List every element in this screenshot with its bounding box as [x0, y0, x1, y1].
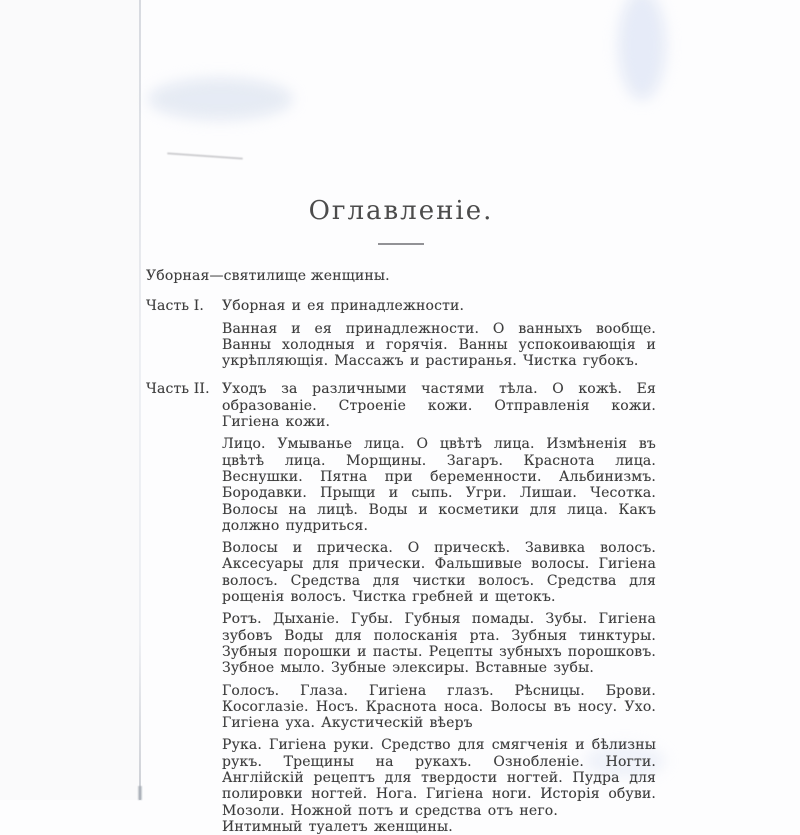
page-fold-line [139, 0, 141, 800]
part-2-label: Часть II. [146, 381, 210, 398]
part-2-paragraph-face: Лицо. Умыванье лица. О цвѣтѣ лица. Измѣненія въ цвѣтѣ лица. Морщины. Загаръ. Краснота лица. Веснушки. Пятна при беременности. Альбинизмъ. Бородавки. Прыщи и сыпь. Угри. Лишаи. Чесотка. Волосы на лицѣ. Воды и косметики для лица. Какъ должно пудриться. [222, 436, 656, 534]
title-divider [378, 243, 424, 245]
part-1-heading: Уборная и ея принадлежности. [222, 298, 465, 315]
scan-edge-mark [138, 786, 142, 800]
part-2-paragraph-voice-eyes: Голосъ. Глаза. Гигіена глазъ. Рѣсницы. Брови. Косоглазіе. Носъ. Краснота носа. Волосы въ носу. Ухо. Гигіена уха. Акустическій вѣеръ [222, 682, 656, 732]
part-2-paragraph-hands-feet: Рука. Гигіена руки. Средство для смягченія и бѣлизны рукъ. Трещины на рукахъ. Ознобленіе. Ногти. Англійскій рецептъ для твердости ногтей. Пудра для полировки ногтей. Нога. Гигіена ноги. Исторія обуви. Мозоли. Ножной потъ и средства отъ него. [222, 737, 656, 819]
page-left-margin [0, 0, 140, 800]
part-1-body [222, 298, 656, 369]
part-1-label: Часть I. [146, 298, 205, 315]
part-2-body [222, 381, 656, 835]
part-2-heading: Уходъ за различными частями тѣла. О кожѣ. Ея образованіе. Строеніе кожи. Отправленія кожи. Гигіена кожи. [222, 381, 656, 431]
part-2-paragraph-hair: Волосы и прическа. О прическѣ. Завивка волосъ. Аксесуары для прически. Фальшивые волосы. Гигіена волосъ. Средства для чистки волосъ. Средства для рощенія волосъ. Чистка гребней и щетокъ. [222, 540, 656, 606]
toc-content [146, 0, 656, 835]
page-title: Оглавленіе. [308, 196, 494, 226]
toc-part-2 [146, 381, 656, 835]
part-2-paragraph-intimate: Интимный туалетъ женщины. [222, 818, 453, 835]
toc-part-1 [146, 298, 656, 369]
part-1-paragraph: Ванная и ея принадлежности. О ванныхъ вообще. Ванны холодныя и горячія. Ванны успокоивающія и укрѣпляющія. Массажъ и растиранья. Чистка губокъ. [222, 320, 656, 370]
part-2-paragraph-mouth: Ротъ. Дыханіе. Губы. Губныя помады. Зубы. Гигіена зубовъ Воды для полосканія рта. Зубныя тинктуры. Зубныя порошки и пасты. Рецепты зубныхъ порошковъ. Зубное мыло. Зубные элексиры. Вставные зубы. [222, 611, 656, 677]
toc-intro-line: Уборная—святилище женщины. [146, 268, 390, 284]
